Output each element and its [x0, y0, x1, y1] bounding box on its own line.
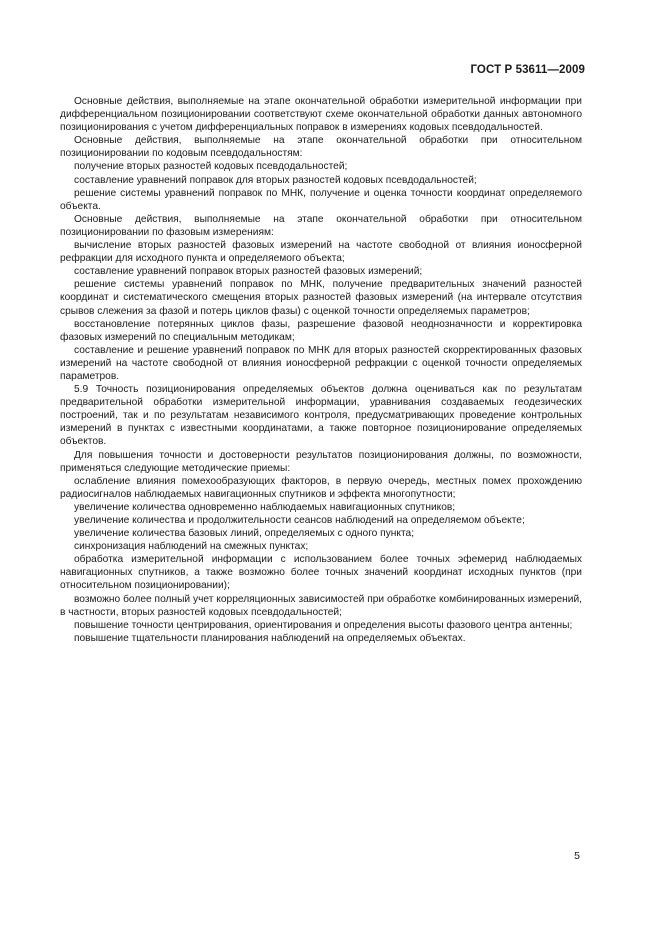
list-item: ослабление влияния помехообразующих факторов, в первую очередь, местных помех прохождению радиосигналов наблюдаемых навигационных спутников и эффекта многопутности;: [60, 475, 582, 500]
list-item: увеличение количества и продолжительности сеансов наблюдений на определяемом объекте;: [74, 515, 525, 526]
list-item: возможно более полный учет корреляционных зависимостей при обработке комбинированных измерений, в частности, вторых разностей кодовых псевдодальностей;: [60, 593, 582, 618]
list-item: составление и решение уравнений поправок по МНК для вторых разностей скорректированных фазовых измерений на частоте свободной от влияния ионосферной рефракции с оценкой точности определяемых параметров.: [60, 344, 582, 382]
paragraph: Основные действия, выполняемые на этапе окончательной обработки при относительном позиционировании по кодовым псевдодальностям:: [60, 135, 582, 160]
list-item: увеличение количества одновременно наблюдаемых навигационных спутников;: [74, 501, 456, 513]
list-item: решение системы уравнений поправок по МНК, получение и оценка точности координат определяемого объекта.: [60, 187, 582, 212]
paragraph: Основные действия, выполняемые на этапе окончательной обработки измерительной информации при дифференциальном позиционировании соответствуют схеме окончательной обработки данных автономного позиционирования с учетом дифференциальных поправок в измерениях кодовых псевдодальностей.: [60, 96, 582, 134]
document-header: ГОСТ Р 53611—2009: [470, 64, 585, 76]
list-item: составление уравнений поправок вторых разностей фазовых измерений;: [74, 266, 423, 278]
paragraph: Основные действия, выполняемые на этапе окончательной обработки при относительном позиционировании по фазовым измерениям:: [60, 213, 582, 238]
list-item: вычисление вторых разностей фазовых измерений на частоте свободной от влияния ионосферной рефракции для исходного пункта и определяемого объекта;: [60, 240, 582, 265]
list-item: увеличение количества базовых линий, определяемых с одного пункта;: [74, 528, 415, 540]
section-paragraph-5-9: 5.9 Точность позиционирования определяемых объектов должна оцениваться как по результатам предварительной обработки измерительной информации, уравнивания создаваемых геодезических построений, так и по результатам независимого контроля, предусматривающих проведение контрольных измерений в пунктах с известными координатами, а также повторное позиционирование определяемых объектов.: [60, 384, 582, 448]
list-item: синхронизация наблюдений на смежных пунктах;: [74, 541, 309, 553]
list-item: получение вторых разностей кодовых псевдодальностей;: [74, 161, 348, 173]
paragraph: Для повышения точности и достоверности результатов позиционирования должны, по возможности, применяться следующие методические приемы:: [60, 449, 582, 474]
list-item: повышение тщательности планирования наблюдений на определяемых объектах.: [74, 632, 466, 644]
list-item: повышение точности центрирования, ориентирования и определения высоты фазового центра антенны;: [74, 619, 573, 631]
document-body: [60, 95, 582, 645]
list-item: восстановление потерянных циклов фазы, разрешение фазовой неоднозначности и корректировка фазовых измерений по специальным методикам;: [60, 318, 582, 343]
page-number: 5: [574, 850, 580, 862]
list-item: решение системы уравнений поправок по МНК, получение предварительных значений разностей координат и систематического смещения вторых разностей фазовых измерений (на интервале отсутствия срывов слежения за фазой и потерь циклов фазы) с оценкой точности определяемых параметров;: [60, 279, 582, 317]
list-item: составление уравнений поправок для вторых разностей кодовых псевдодальностей;: [74, 174, 477, 186]
list-item: обработка измерительной информации с использованием более точных эфемерид наблюдаемых навигационных спутников, а также возможно более точных значений координат исходных пунктов (при относительном позиционировании);: [60, 554, 582, 592]
